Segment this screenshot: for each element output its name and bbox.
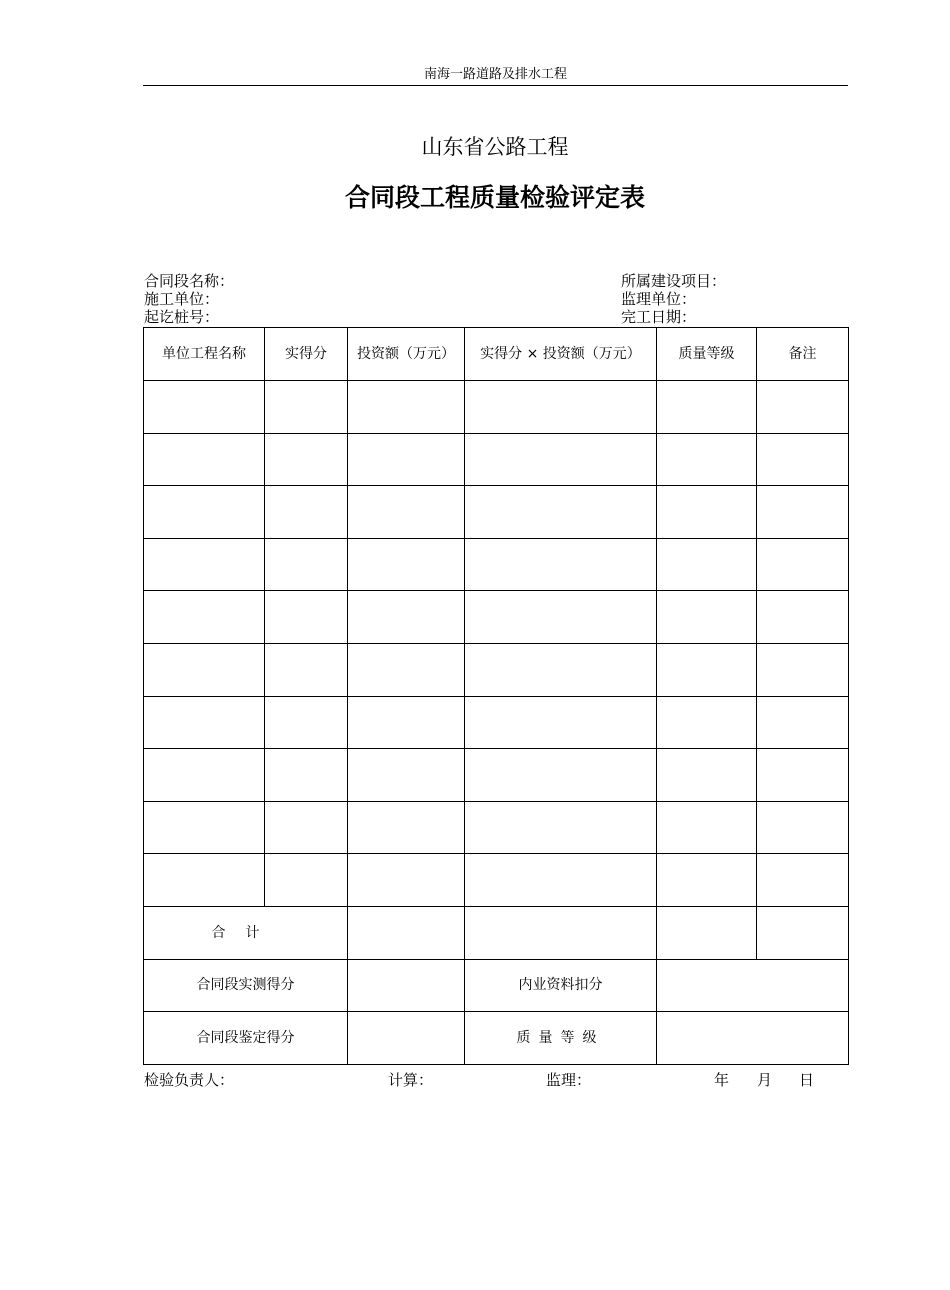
- investment-cell[interactable]: [348, 643, 465, 696]
- quality-grade-cell[interactable]: [657, 801, 757, 854]
- document-title: 合同段工程质量检验评定表: [344, 183, 645, 212]
- deduction-label: 内业资料扣分: [465, 959, 657, 1012]
- measured-score-label: 合同段实测得分: [144, 959, 348, 1012]
- investment-cell[interactable]: [348, 433, 465, 486]
- actual-score-cell[interactable]: [265, 591, 348, 644]
- unit-project-name-cell[interactable]: [144, 643, 265, 696]
- investment-cell[interactable]: [348, 381, 465, 434]
- table-row: [144, 486, 849, 539]
- calculation-label: 计算：: [388, 1071, 434, 1089]
- completion-date-label: 完工日期：: [621, 308, 697, 326]
- meta-left-block: [144, 272, 234, 326]
- actual-score-cell[interactable]: [265, 801, 348, 854]
- supervision-unit-label: 监理单位：: [621, 290, 697, 308]
- supervision-label: 监理：: [546, 1071, 592, 1089]
- table-row: [144, 801, 849, 854]
- score-investment-cell[interactable]: [465, 696, 657, 749]
- unit-project-name-cell[interactable]: [144, 854, 265, 907]
- total-investment-cell[interactable]: [348, 906, 465, 959]
- year-label: 年: [714, 1071, 730, 1089]
- deduction-value-cell[interactable]: [657, 959, 849, 1012]
- running-header: 南海一路道路及排水工程: [423, 67, 567, 82]
- unit-project-name-cell[interactable]: [144, 381, 265, 434]
- appraised-score-value-cell[interactable]: [348, 1012, 465, 1065]
- appraised-score-label: 合同段鉴定得分: [144, 1012, 348, 1065]
- unit-project-name-cell[interactable]: [144, 749, 265, 802]
- remarks-cell[interactable]: [757, 854, 849, 907]
- total-row: [144, 906, 849, 959]
- measured-score-value-cell[interactable]: [348, 959, 465, 1012]
- investment-cell[interactable]: [348, 591, 465, 644]
- actual-score-cell[interactable]: [265, 433, 348, 486]
- unit-project-name-cell[interactable]: [144, 486, 265, 539]
- table-row: [144, 381, 849, 434]
- investment-cell[interactable]: [348, 486, 465, 539]
- evaluation-table: [143, 327, 849, 1065]
- quality-grade-cell[interactable]: [657, 643, 757, 696]
- remarks-cell[interactable]: [757, 749, 849, 802]
- investment-cell[interactable]: [348, 854, 465, 907]
- total-remarks-cell[interactable]: [757, 906, 849, 959]
- remarks-cell[interactable]: [757, 643, 849, 696]
- investment-cell[interactable]: [348, 696, 465, 749]
- remarks-cell[interactable]: [757, 538, 849, 591]
- signature-footer: [143, 1070, 848, 1090]
- remarks-cell[interactable]: [757, 486, 849, 539]
- construction-project-label: 所属建设项目：: [621, 272, 727, 290]
- header-score-times-investment: 实得分 × 投资额（万元）: [465, 328, 657, 381]
- score-investment-cell[interactable]: [465, 749, 657, 802]
- meta-right-block: [621, 272, 726, 326]
- table-row: [144, 749, 849, 802]
- score-investment-cell[interactable]: [465, 591, 657, 644]
- station-range-label: 起讫桩号：: [144, 308, 220, 326]
- appraised-score-row: [144, 1012, 849, 1065]
- header-quality-grade: 质量等级: [657, 328, 757, 381]
- score-investment-cell[interactable]: [465, 643, 657, 696]
- construction-unit-label: 施工单位：: [144, 290, 220, 308]
- table-row: [144, 696, 849, 749]
- actual-score-cell[interactable]: [265, 749, 348, 802]
- table-row: [144, 854, 849, 907]
- remarks-cell[interactable]: [757, 381, 849, 434]
- score-investment-cell[interactable]: [465, 381, 657, 434]
- score-investment-cell[interactable]: [465, 433, 657, 486]
- table-row: [144, 591, 849, 644]
- actual-score-cell[interactable]: [265, 696, 348, 749]
- header-investment: 投资额（万元）: [348, 328, 465, 381]
- quality-grade-cell[interactable]: [657, 591, 757, 644]
- unit-project-name-cell[interactable]: [144, 433, 265, 486]
- quality-grade-value-cell[interactable]: [657, 1012, 849, 1065]
- total-score-investment-cell[interactable]: [465, 906, 657, 959]
- score-investment-cell[interactable]: [465, 486, 657, 539]
- unit-project-name-cell[interactable]: [144, 538, 265, 591]
- quality-grade-label: 质量等级: [465, 1012, 657, 1065]
- quality-grade-cell[interactable]: [657, 486, 757, 539]
- measured-score-row: [144, 959, 849, 1012]
- quality-grade-cell[interactable]: [657, 749, 757, 802]
- table-row: [144, 433, 849, 486]
- inspector-label: 检验负责人：: [144, 1071, 235, 1089]
- header-actual-score: 实得分: [265, 328, 348, 381]
- document-subtitle: 山东省公路工程: [421, 135, 569, 159]
- score-investment-cell[interactable]: [465, 538, 657, 591]
- remarks-cell[interactable]: [757, 801, 849, 854]
- actual-score-cell[interactable]: [265, 486, 348, 539]
- quality-grade-cell[interactable]: [657, 433, 757, 486]
- quality-grade-cell[interactable]: [657, 696, 757, 749]
- remarks-cell[interactable]: [757, 591, 849, 644]
- actual-score-cell[interactable]: [265, 854, 348, 907]
- investment-cell[interactable]: [348, 801, 465, 854]
- table-row: [144, 643, 849, 696]
- header-unit-project-name: 单位工程名称: [144, 328, 265, 381]
- contract-section-name-label: 合同段名称：: [144, 272, 235, 290]
- day-label: 日: [799, 1071, 815, 1089]
- header-rule: [143, 85, 848, 86]
- unit-project-name-cell[interactable]: [144, 696, 265, 749]
- total-label: 合计: [144, 906, 348, 959]
- investment-cell[interactable]: [348, 749, 465, 802]
- table-row: [144, 538, 849, 591]
- quality-grade-cell[interactable]: [657, 538, 757, 591]
- header-remarks: 备注: [757, 328, 849, 381]
- table-header-row: [144, 328, 849, 381]
- remarks-cell[interactable]: [757, 433, 849, 486]
- month-label: 月: [757, 1071, 773, 1089]
- investment-cell[interactable]: [348, 538, 465, 591]
- total-quality-grade-cell[interactable]: [657, 906, 757, 959]
- quality-grade-cell[interactable]: [657, 381, 757, 434]
- score-investment-cell[interactable]: [465, 801, 657, 854]
- quality-grade-cell[interactable]: [657, 854, 757, 907]
- actual-score-cell[interactable]: [265, 381, 348, 434]
- remarks-cell[interactable]: [757, 696, 849, 749]
- actual-score-cell[interactable]: [265, 643, 348, 696]
- score-investment-cell[interactable]: [465, 854, 657, 907]
- unit-project-name-cell[interactable]: [144, 591, 265, 644]
- unit-project-name-cell[interactable]: [144, 801, 265, 854]
- actual-score-cell[interactable]: [265, 538, 348, 591]
